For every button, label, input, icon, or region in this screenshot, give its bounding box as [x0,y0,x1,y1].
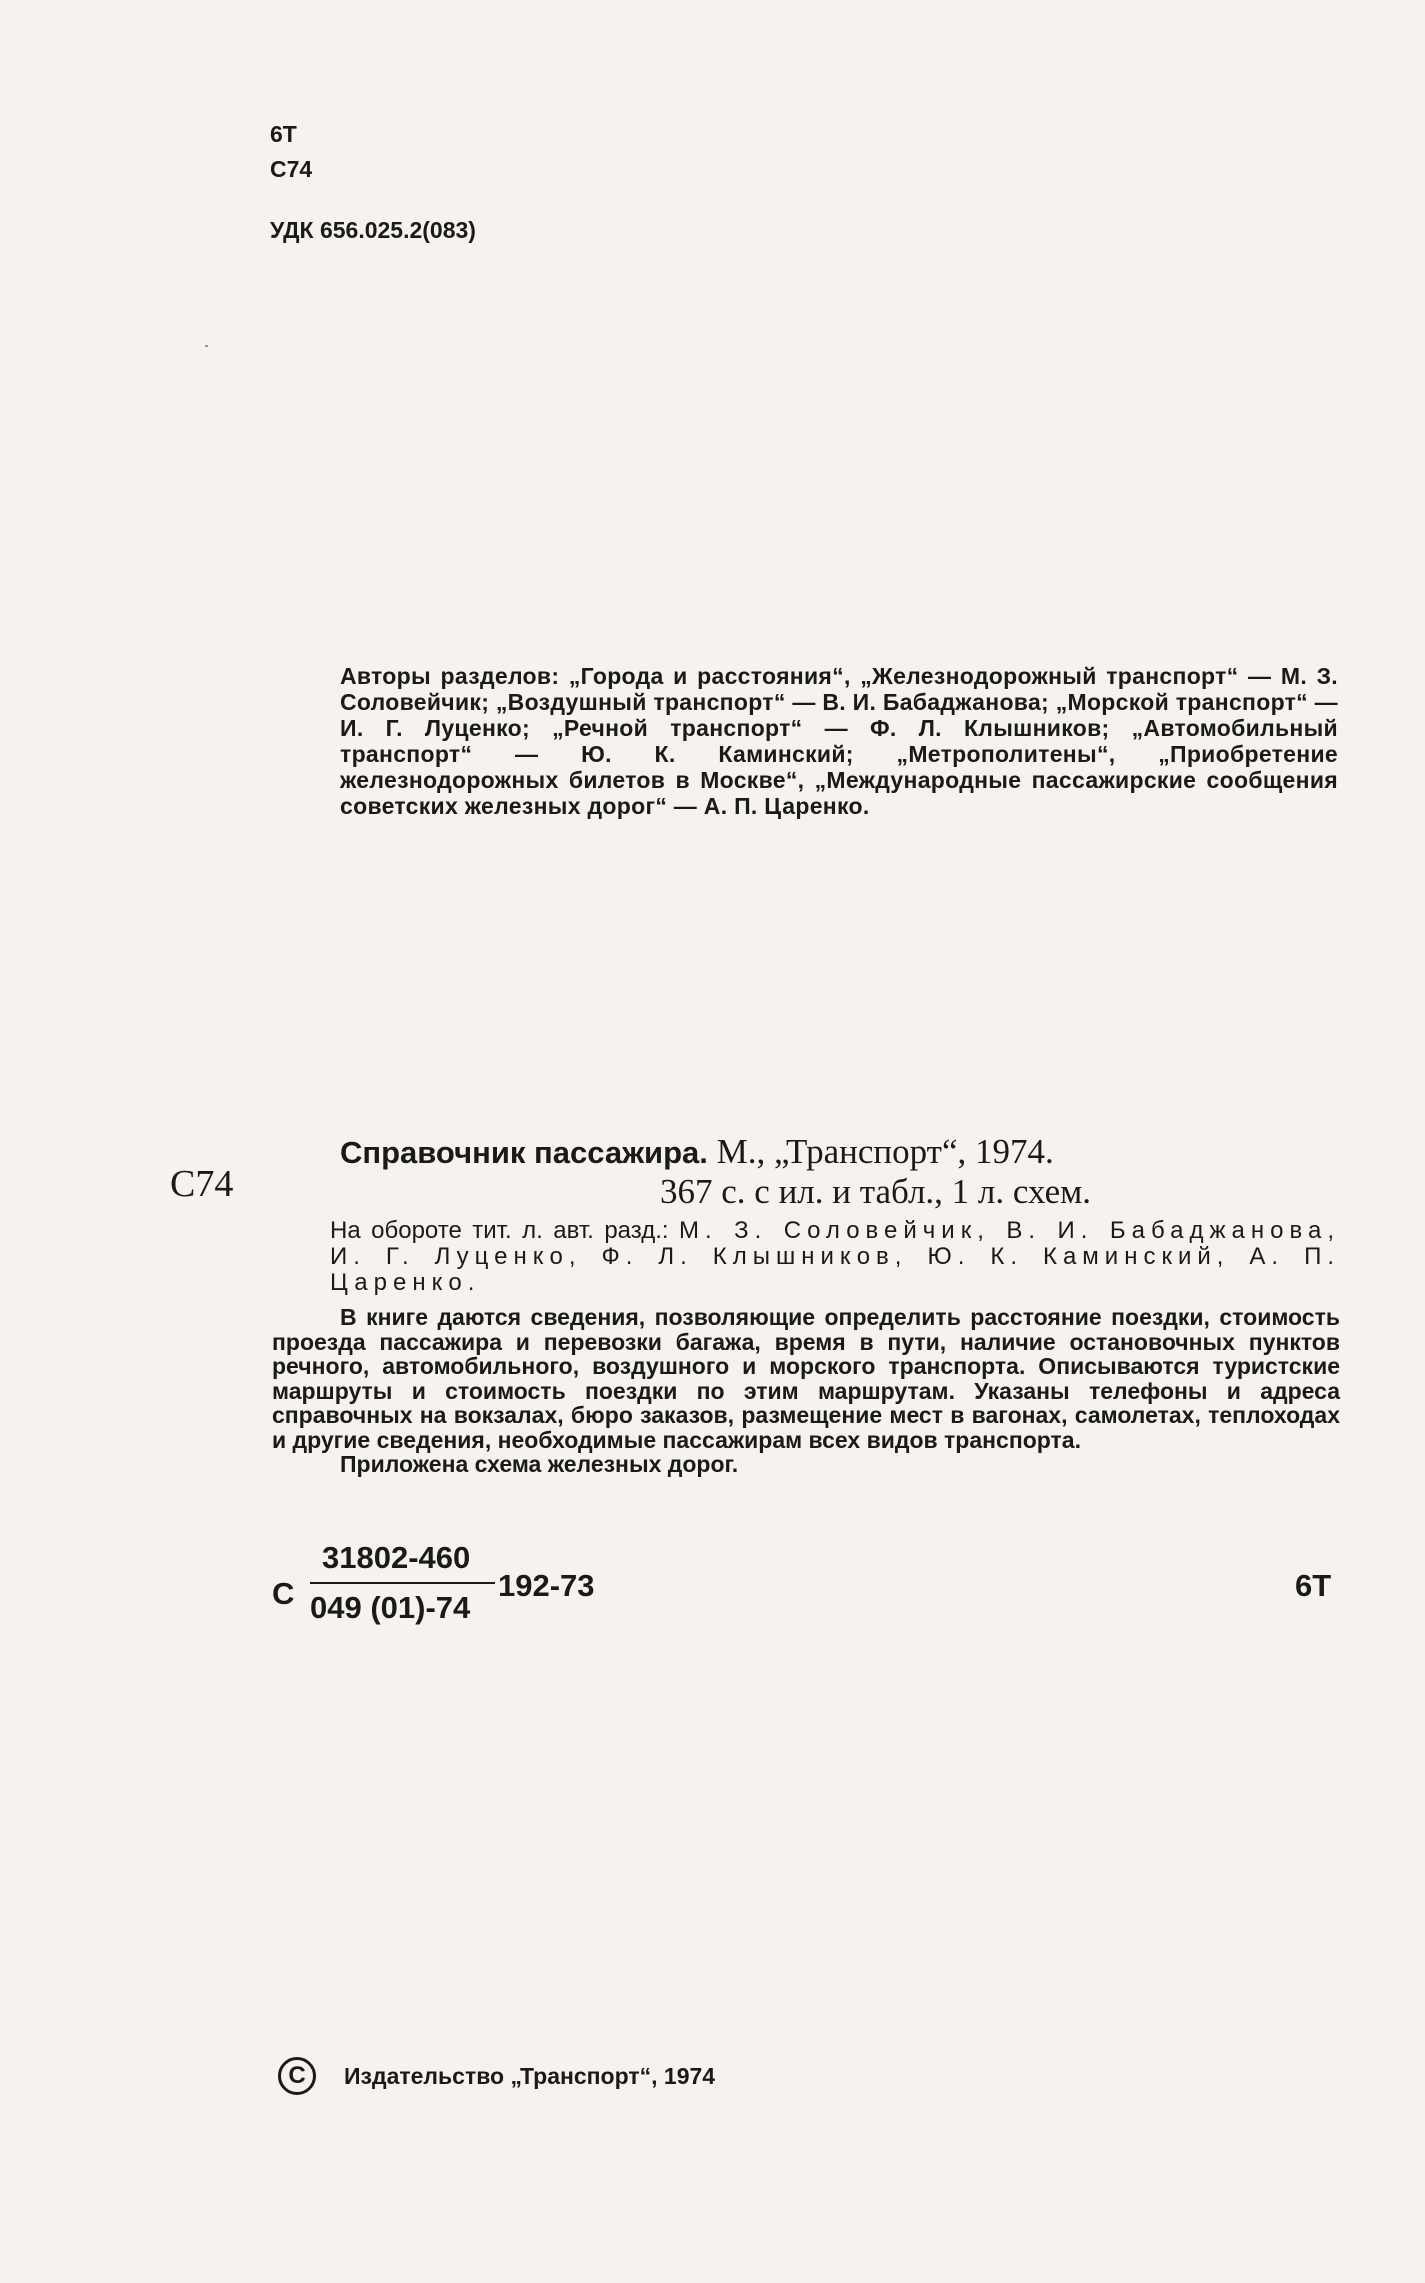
index-right-code: 6Т [1295,1568,1332,1603]
udk-code: УДК 656.025.2(083) [270,217,476,243]
classification-code: 6Т [270,121,297,147]
annotation [272,1305,1340,1477]
annotation-paragraph: В книге даются сведения, позволяющие определить расстояние поездки, стоимость проезда пассажира и перевозки багажа, время в пути, наличие остановочных пунктов речного, автомобильного, воздушного и морского транспорта. Описываются туристские маршруты и стоимость поездки по этим маршрутам. Указаны телефоны и адреса справочных на вокзалах, бюро заказов, размещение мест в вагонах, самолетах, теплоходах и другие сведения, необходимые пассажирам всех видов транспорта. [272,1304,1340,1453]
annotation-supplement: Приложена схема железных дорог. [340,1451,739,1477]
index-suffix: 192-73 [498,1568,595,1603]
physical-description: 367 с. с ил. и табл., 1 л. схем. [660,1172,1092,1211]
copyright-line [278,2057,715,2095]
verso-prefix: На обороте тит. л. авт. разд.: [330,1217,680,1244]
card-margin-code: С74 [170,1163,234,1205]
book-title: Справочник пассажира. [340,1135,708,1170]
section-authors-text: Авторы разделов: „Города и расстояния“, „Железнодорожный транспорт“ — М. З. Соловейчик; „Воздушный транспорт“ — В. И. Бабаджанова; „Морской транспорт“ — И. Г. Луценко; „Речной транспорт“ — Ф. Л. Клышников; „Автомобильный транспорт“ — Ю. К. Каминский; „Метрополитены“, „Приобретение железнодорожных билетов в Москве“, „Международные пассажирские сообщения советских железных дорог“ — А. П. Царенко. [340,663,1338,819]
bibliographic-title [340,1132,1340,1173]
copyright-icon: С [278,2057,316,2095]
paper-speck [205,345,208,347]
index-denominator: 049 (01)-74 [310,1590,471,1625]
imprint: М., „Транспорт“, 1974. [707,1132,1054,1171]
author-mark: С74 [270,156,313,182]
verso-authors [330,1218,1340,1296]
section-authors [340,663,1338,819]
index-fraction-bar [310,1582,495,1584]
verso-names: М. З. Соловейчик, В. И. Бабаджанова, И. Г. Луценко, Ф. Л. Клышников, Ю. К. Каминский, А. П. Царенко. [330,1217,1340,1296]
index-numerator: 31802-460 [322,1540,471,1575]
index-letter: С [272,1576,295,1611]
publisher-copyright: Издательство „Транспорт“, 1974 [344,2062,716,2089]
